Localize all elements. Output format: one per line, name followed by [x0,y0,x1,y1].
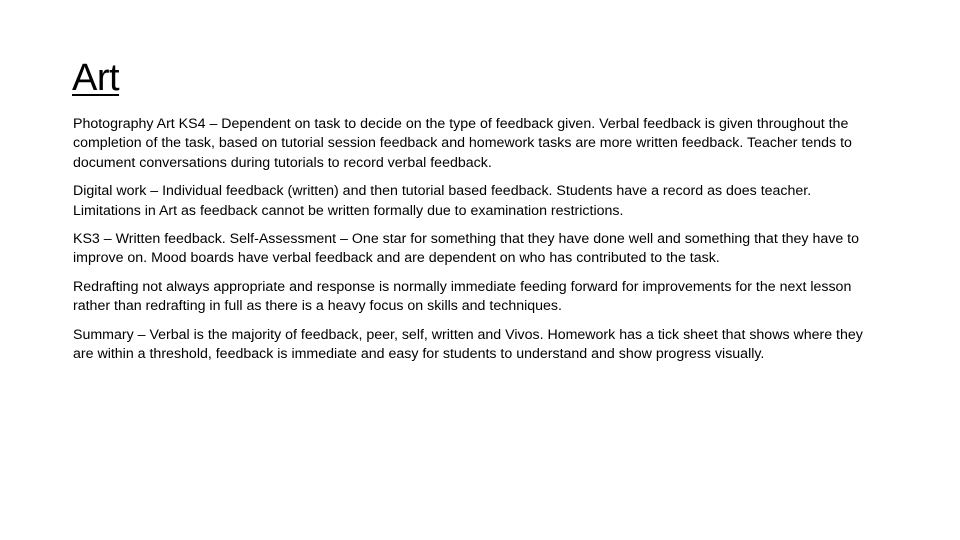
slide-body [73,115,881,373]
slide-title: Art [72,57,120,99]
paragraph-digital-work: Digital work – Individual feedback (written) and then tutorial based feedback. Students have a record as does teacher. Limitations in Art as feedback cannot be written formally due to examination restrictions. [73,183,812,219]
paragraph-ks3: KS3 – Written feedback. Self-Assessment – One star for something that they have done well and something that they have to improve on. Mood boards have verbal feedback and are dependent on who has contributed to the task. [73,231,860,267]
paragraph-redrafting: Redrafting not always appropriate and response is normally immediate feeding forward for improvements for the next lesson rather than redrafting in full as there is a heavy focus on skills and techniques. [73,278,852,315]
paragraph-summary: Summary – Verbal is the majority of feedback, peer, self, written and Vivos. Homework has a tick sheet that shows where they are within a threshold, feedback is immediate and easy for students to understand and show progress visually. [73,326,863,363]
paragraph-photography-ks4: Photography Art KS4 – Dependent on task to decide on the type of feedback given. Verbal feedback is given throughout the completion of the task, based on tutorial session feedback and homework tasks are more written feedback. Teacher tends to document conversations during tutorials to record verbal feedback. [73,116,852,171]
